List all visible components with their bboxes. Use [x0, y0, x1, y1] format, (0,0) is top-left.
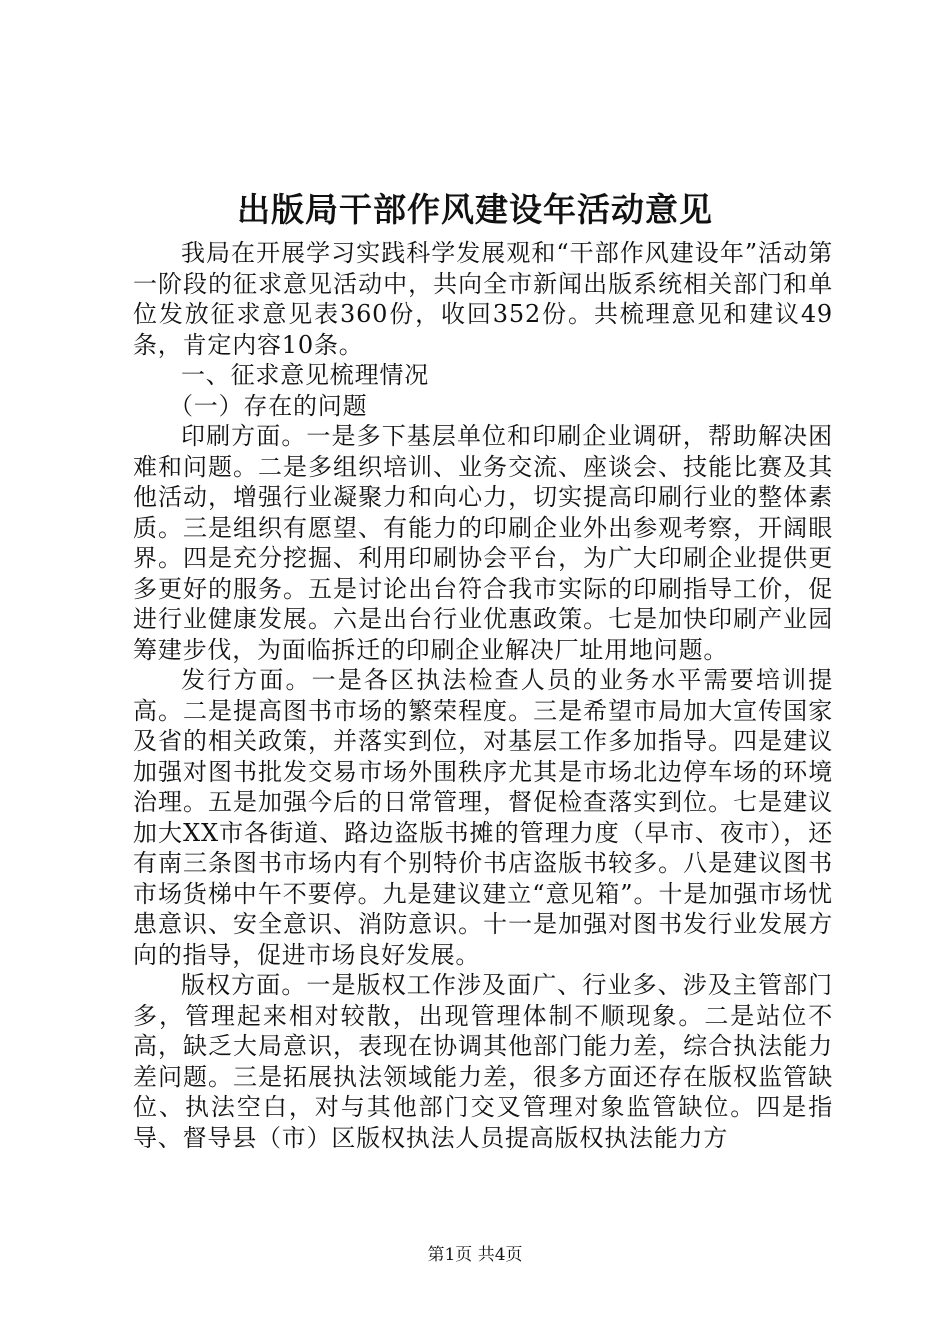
page-footer: 第1页 共4页	[427, 1245, 523, 1265]
paragraph-intro: 我局在开展学习实践科学发展观和“干部作风建设年”活动第一阶段的征求意见活动中，共向全市新闻出版系统相关部门和单位发放征求意见表360份，收回352份。共梳理意见和建议49条，肯定内容10条。	[133, 239, 833, 359]
paragraph-copyright: 版权方面。一是版权工作涉及面广、行业多、涉及主管部门多，管理起来相对较散，出现管理体制不顺现象。二是站位不高，缺乏大局意识，表现在协调其他部门能力差，综合执法能力差问题。三是拓展执法领域能力差，很多方面还存在版权监管缺位、执法空白，对与其他部门交叉管理对象监管缺位。四是指导、督导县（市）区版权执法人员提高版权执法能力方	[133, 971, 833, 1152]
page-title: 出版局干部作风建设年活动意见	[237, 190, 713, 229]
paragraph-printing: 印刷方面。一是多下基层单位和印刷企业调研，帮助解决困难和问题。二是多组织培训、业务交流、座谈会、技能比赛及其他活动，增强行业凝聚力和向心力，切实提高印刷行业的整体素质。三是组织有愿望、有能力的印刷企业外出参观考察，开阔眼界。四是充分挖掘、利用印刷协会平台，为广大印刷企业提供更多更好的服务。五是讨论出台符合我市实际的印刷指导工价，促进行业健康发展。六是出台行业优惠政策。七是加快印刷产业园筹建步伐，为面临拆迁的印刷企业解决厂址用地问题。	[133, 422, 833, 664]
subsection-heading: （一）存在的问题	[169, 391, 368, 420]
paragraph-distribution: 发行方面。一是各区执法检查人员的业务水平需要培训提高。二是提高图书市场的繁荣程度。三是希望市局加大宣传国家及省的相关政策，并落实到位，对基层工作多加指导。四是建议加强对图书批发交易市场外围秩序尤其是市场北边停车场的环境治理。五是加强今后的日常管理，督促检查落实到位。七是建议加大XX市各街道、路边盗版书摊的管理力度（早市、夜市），还有南三条图书市场内有个别特价书店盗版书较多。八是建议图书市场货梯中午不要停。九是建议建立“意见箱”。十是加强市场忧患意识、安全意识、消防意识。十一是加强对图书发行业发展方向的指导，促进市场良好发展。	[133, 666, 833, 969]
document-body	[133, 238, 833, 1153]
section-heading: 一、征求意见梳理情况	[181, 361, 429, 389]
